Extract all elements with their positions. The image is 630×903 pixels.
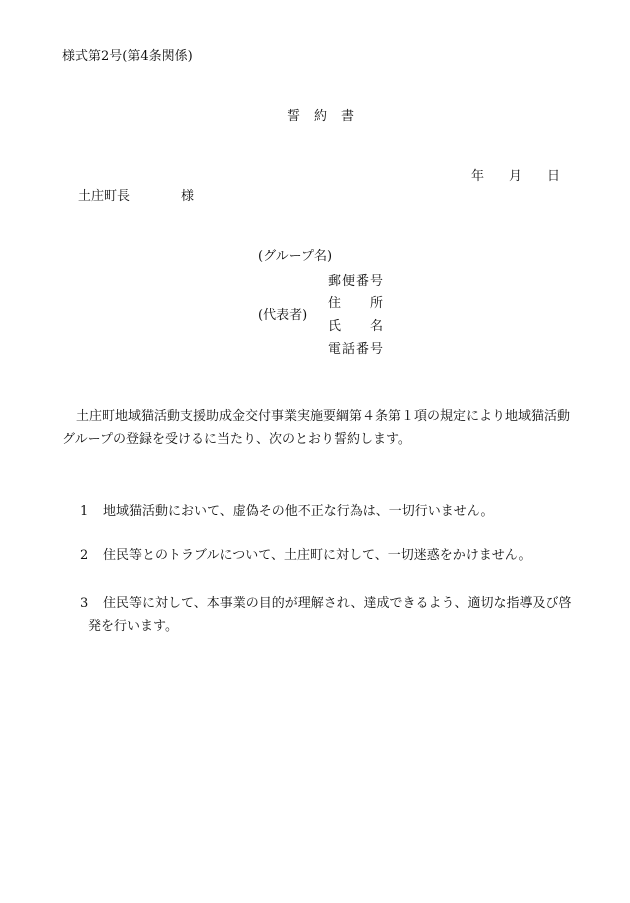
form-number-label: 様式第2号(第4条関係) — [62, 49, 193, 64]
pledge-text: 地域猫活動において、虚偽その他不正な行為は、一切行いません。 — [103, 504, 494, 519]
addressee-name: 土庄町長 — [78, 189, 131, 204]
pledge-number: 2 — [80, 548, 89, 563]
date-day-label: 日 — [547, 169, 561, 184]
representative-label: (代表者) — [258, 308, 308, 323]
statement-line: グループの登録を受けるに当たり、次のとおり誓約します。 — [62, 432, 411, 447]
statement-line: 土庄町地域猫活動支援助成金交付事業実施要綱第４条第１項の規定により地域猫活動 — [76, 409, 571, 424]
pledge-text: 住民等とのトラブルについて、土庄町に対して、一切迷惑をかけません。 — [103, 548, 532, 563]
address-label: 住 所 — [328, 296, 385, 311]
document-title: 誓 約 書 — [287, 109, 355, 124]
pledge-text-continuation: 発を行います。 — [88, 619, 178, 634]
name-label: 氏 名 — [328, 319, 385, 334]
date-month-label: 月 — [509, 169, 523, 184]
addressee-honorific: 様 — [181, 189, 195, 204]
pledge-number: 1 — [80, 504, 89, 519]
pledge-text: 住民等に対して、本事業の目的が理解され、達成できるよう、適切な指導及び啓 — [103, 596, 572, 611]
date-year-label: 年 — [471, 169, 485, 184]
pledge-number: 3 — [80, 596, 89, 611]
postal-code-label: 郵便番号 — [328, 274, 385, 289]
group-name-label: (グループ名) — [258, 249, 333, 264]
phone-label: 電話番号 — [328, 342, 385, 357]
